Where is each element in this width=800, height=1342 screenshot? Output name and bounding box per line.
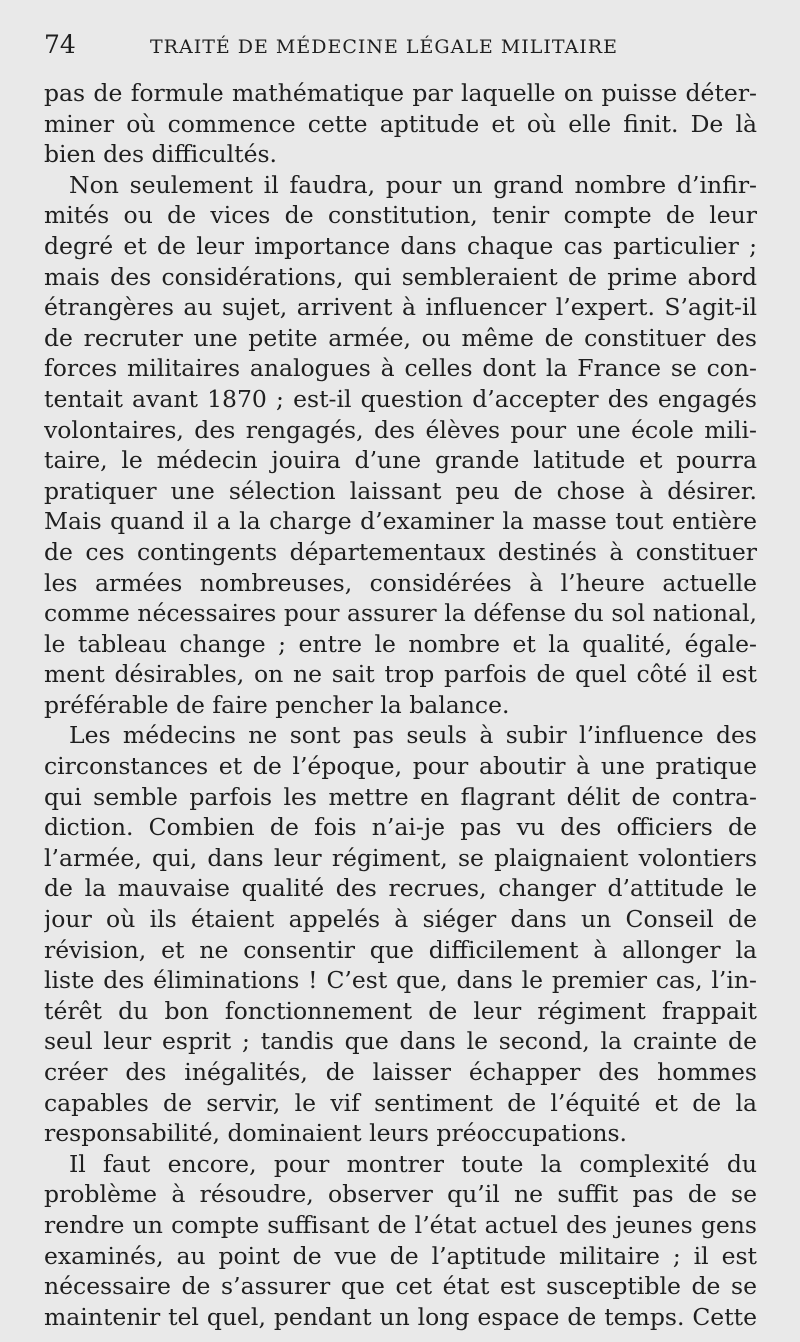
text-line: forces militaires analogues à celles dont la France se con- bbox=[44, 354, 757, 383]
text-line: le tableau change ; entre le nombre et la qualité, égale- bbox=[44, 629, 757, 658]
page-number: 74 bbox=[44, 30, 76, 59]
text-line: pas de formule mathématique par laquelle on puisse déter- bbox=[44, 79, 757, 107]
text-line: problème à résoudre, observer qu’il ne suffit pas de se bbox=[44, 1180, 757, 1209]
text-line: mais des considérations, qui sembleraient de prime abord bbox=[44, 262, 757, 291]
text-line: jour où ils étaient appelés à siéger dans un Conseil de bbox=[44, 905, 757, 934]
text-line: étrangères au sujet, arrivent à influencer l’expert. S’agit-il bbox=[44, 293, 757, 322]
text-line: capables de servir, le vif sentiment de l’équité et de la bbox=[44, 1088, 757, 1117]
text-line: les armées nombreuses, considérées à l’heure actuelle bbox=[44, 568, 757, 597]
text-line: nécessaire de s’assurer que cet état est susceptible de se bbox=[44, 1272, 757, 1301]
text-line: volontaires, des rengagés, des élèves pour une école mili- bbox=[44, 415, 757, 444]
body-text bbox=[44, 78, 757, 1332]
text-line: Il faut encore, pour montrer toute la complexité du bbox=[69, 1149, 757, 1178]
text-line: révision, et ne consentir que difficilement à allonger la bbox=[44, 935, 757, 964]
text-line: de ces contingents départementaux destinés à constituer bbox=[44, 537, 757, 566]
text-line: comme nécessaires pour assurer la défense du sol national, bbox=[44, 599, 757, 628]
text-line: Non seulement il faudra, pour un grand nombre d’infir- bbox=[69, 170, 757, 199]
text-line: maintenir tel quel, pendant un long espace de temps. Cette bbox=[44, 1302, 757, 1331]
text-line: rendre un compte suffisant de l’état actuel des jeunes gens bbox=[44, 1210, 757, 1239]
text-line: pratiquer une sélection laissant peu de chose à désirer. bbox=[44, 476, 757, 505]
text-line: degré et de leur importance dans chaque cas particulier ; bbox=[44, 231, 757, 260]
text-line: circonstances et de l’époque, pour aboutir à une pratique bbox=[44, 752, 757, 781]
text-line: tentait avant 1870 ; est-il question d’accepter des engagés bbox=[44, 384, 757, 413]
text-line: Mais quand il a la charge d’examiner la masse tout entière bbox=[44, 507, 757, 536]
text-line: Les médecins ne sont pas seuls à subir l’influence des bbox=[69, 721, 757, 750]
text-line: ment désirables, on ne sait trop parfois de quel côté il est bbox=[44, 660, 757, 689]
text-line: miner où commence cette aptitude et où elle finit. De là bbox=[44, 109, 757, 138]
text-line: taire, le médecin jouira d’une grande latitude et pourra bbox=[44, 446, 757, 475]
text-line: préférable de faire pencher la balance. bbox=[44, 690, 510, 719]
running-title: TRAITÉ DE MÉDECINE LÉGALE MILITAIRE bbox=[150, 36, 618, 58]
text-line: examinés, au point de vue de l’aptitude militaire ; il est bbox=[44, 1241, 757, 1270]
page-header bbox=[44, 30, 756, 74]
text-line: bien des difficultés. bbox=[44, 140, 278, 169]
text-line: seul leur esprit ; tandis que dans le second, la crainte de bbox=[44, 1027, 757, 1056]
text-line: qui semble parfois les mettre en flagrant délit de contra- bbox=[44, 782, 757, 811]
text-line: liste des éliminations ! C’est que, dans le premier cas, l’in- bbox=[44, 966, 757, 995]
text-line: responsabilité, dominaient leurs préoccupations. bbox=[44, 1119, 628, 1148]
text-line: térêt du bon fonctionnement de leur régiment frappait bbox=[44, 996, 757, 1025]
text-line: diction. Combien de fois n’ai-je pas vu des officiers de bbox=[44, 813, 757, 842]
text-line: l’armée, qui, dans leur régiment, se plaignaient volontiers bbox=[44, 843, 757, 872]
text-line: mités ou de vices de constitution, tenir compte de leur bbox=[44, 201, 757, 230]
text-line: de la mauvaise qualité des recrues, changer d’attitude le bbox=[44, 874, 757, 903]
text-line: créer des inégalités, de laisser échapper des hommes bbox=[44, 1058, 757, 1086]
text-line: de recruter une petite armée, ou même de constituer des bbox=[44, 323, 757, 352]
